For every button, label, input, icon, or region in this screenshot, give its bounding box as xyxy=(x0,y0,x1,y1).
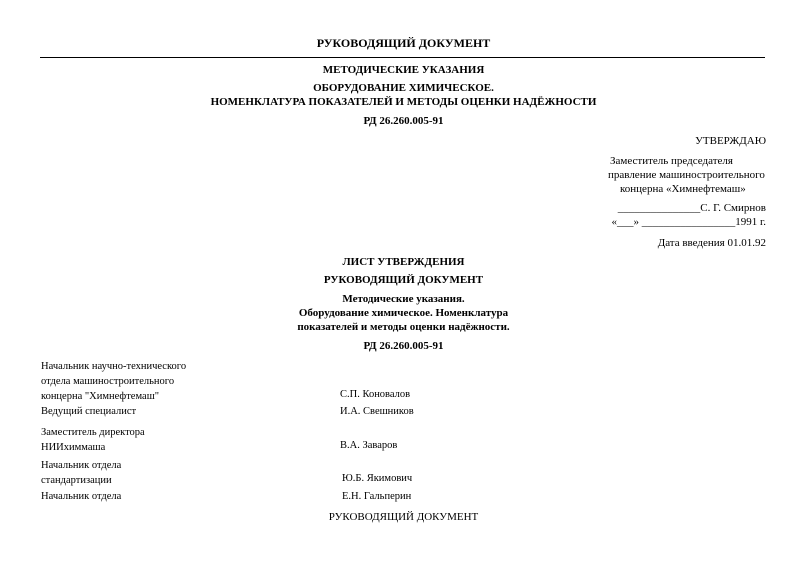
signatory-name: В.А. Заваров xyxy=(340,440,398,451)
signatory-role: Ведущий специалист xyxy=(41,406,137,417)
sheet-code: РД 26.260.005-91 xyxy=(363,340,444,352)
doc-title-line1: ОБОРУДОВАНИЕ ХИМИЧЕСКОЕ. xyxy=(313,82,494,94)
sheet-desc-line2: Оборудование химическое. Номенклатура xyxy=(298,307,509,319)
signatory-name: И.А. Свешников xyxy=(340,406,414,417)
sheet-heading: ЛИСТ УТВЕРЖДЕНИЯ xyxy=(342,256,465,268)
doc-kind: МЕТОДИЧЕСКИЕ УКАЗАНИЯ xyxy=(322,64,485,76)
signatory-role-line: стандартизации xyxy=(41,475,112,486)
signatory-name: С.П. Коновалов xyxy=(340,389,411,400)
signatory-role-line: концерна "Химнефтемаш" xyxy=(41,391,160,402)
approval-signature-line: _______________С. Г. Смирнов xyxy=(617,202,766,214)
signatory-name: Е.Н. Гальперин xyxy=(342,491,412,502)
approval-position-line1: Заместитель председателя xyxy=(610,155,733,167)
intro-date: Дата введения 01.01.92 xyxy=(657,237,766,249)
doc-title-line2: НОМЕНКЛАТУРА ПОКАЗАТЕЛЕЙ И МЕТОДЫ ОЦЕНКИ НАДЁЖНОСТИ xyxy=(210,96,597,108)
signatory-role xyxy=(41,425,145,455)
signatory-name: Ю.Б. Якимович xyxy=(342,473,413,484)
signatory-role-line: Заместитель директора xyxy=(41,427,145,438)
approval-position-line2: правление машиностроительного xyxy=(608,169,765,181)
approval-heading: УТВЕРЖДАЮ xyxy=(695,135,766,147)
approval-date-line: «___» _________________1991 г. xyxy=(611,216,766,228)
sheet-desc-line3: показателей и методы оценки надёжности. xyxy=(297,321,510,333)
signatory-role xyxy=(41,359,186,404)
sheet-desc-line1: Методические указания. xyxy=(342,293,465,305)
signatory-role xyxy=(41,458,121,488)
signatory-role-line: отдела машиностроительного xyxy=(41,376,175,387)
header-title: РУКОВОДЯЩИЙ ДОКУМЕНТ xyxy=(316,36,491,50)
footer-text: РУКОВОДЯЩИЙ ДОКУМЕНТ xyxy=(328,511,479,523)
sheet-doc-type: РУКОВОДЯЩИЙ ДОКУМЕНТ xyxy=(323,274,484,286)
signatory-role-line: Начальник отдела xyxy=(41,460,122,471)
approval-position-line3: концерна «Химнефтемаш» xyxy=(620,183,746,195)
header-divider xyxy=(40,57,765,58)
doc-code: РД 26.260.005-91 xyxy=(363,115,444,127)
signatory-role-line: Начальник научно-технического xyxy=(41,361,187,372)
signatory-role: Начальник отдела xyxy=(41,491,122,502)
signatory-role-line: НИИхиммаша xyxy=(41,442,106,453)
